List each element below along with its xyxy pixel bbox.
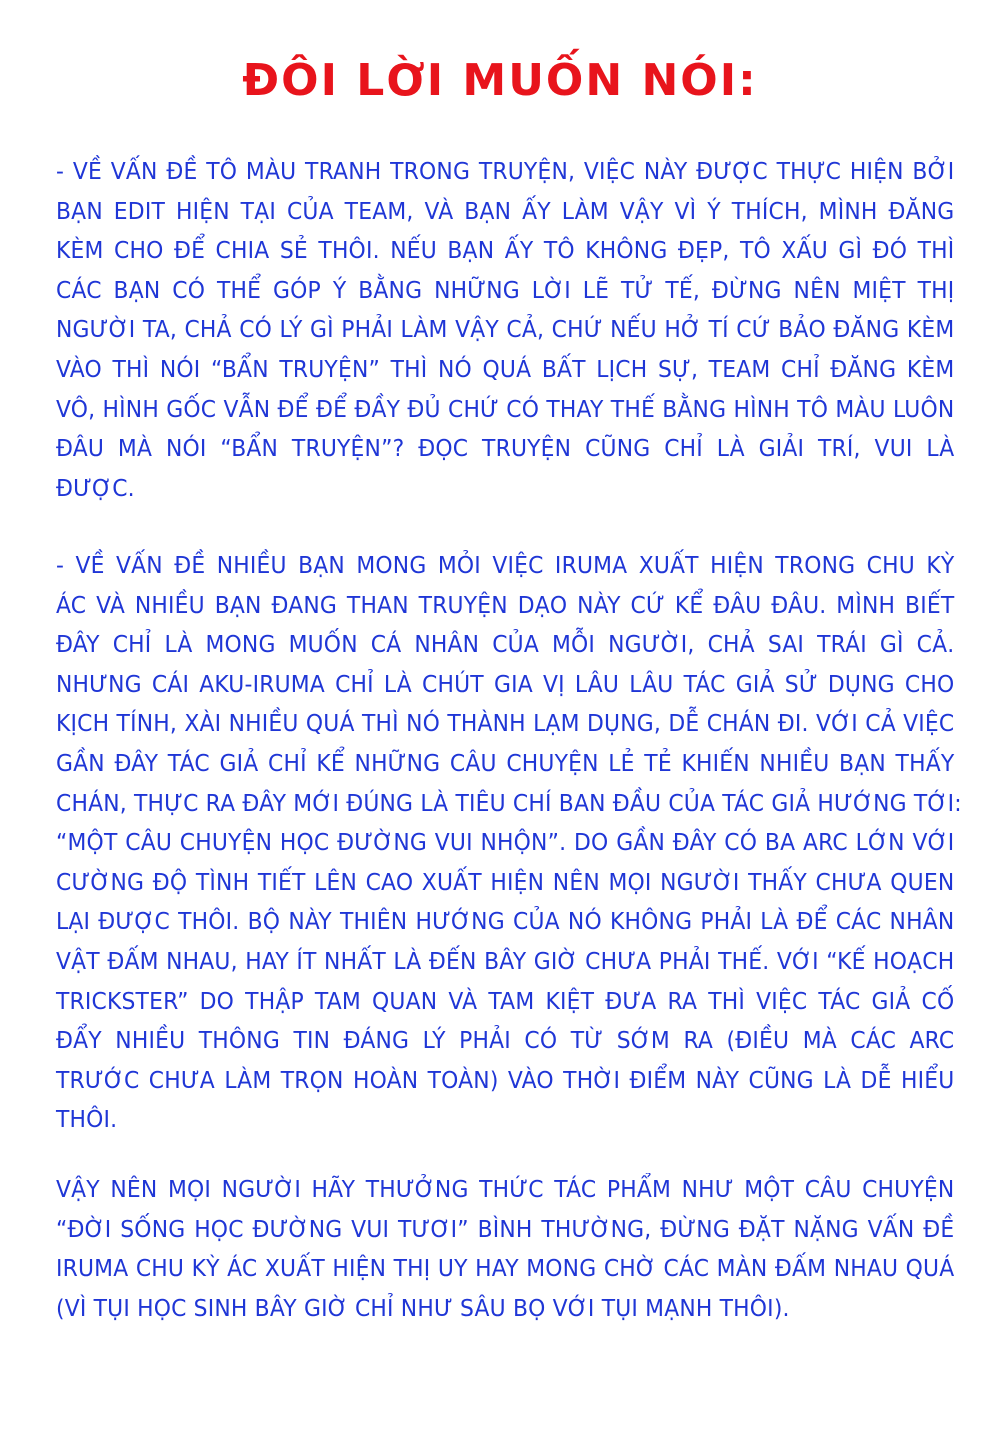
- text-line: “MỘT CÂU CHUYỆN HỌC ĐƯỜNG VUI NHỘN”. DO GẦN ĐÂY CÓ BA ARC LỚN VỚI: [56, 828, 955, 857]
- text-line: CÁC BẠN CÓ THỂ GÓP Ý BẰNG NHỮNG LỜI LẼ TỬ TẾ, ĐỪNG NÊN MIỆT THỊ: [56, 275, 955, 304]
- text-line: CHÁN, THỰC RA ĐÂY MỚI ĐÚNG LÀ TIÊU CHÍ BAN ĐẦU CỦA TÁC GIẢ HƯỚNG TỚI:: [56, 788, 962, 817]
- text-line: ĐÂU MÀ NÓI “BẨN TRUYỆN”? ĐỌC TRUYỆN CŨNG CHỈ LÀ GIẢI TRÍ, VUI LÀ: [56, 434, 955, 463]
- text-line: VẬY NÊN MỌI NGƯỜI HÃY THƯỞNG THỨC TÁC PHẨM NHƯ MỘT CÂU CHUYỆN: [56, 1175, 955, 1203]
- text-line: THÔI.: [56, 1105, 118, 1134]
- text-line: TRƯỚC CHƯA LÀM TRỌN HOÀN TOÀN) VÀO THỜI ĐIỂM NÀY CŨNG LÀ DỄ HIỂU: [56, 1065, 955, 1094]
- text-line: TRICKSTER” DO THẬP TAM QUAN VÀ TAM KIỆT ĐƯA RA THÌ VIỆC TÁC GIẢ CỐ: [56, 986, 955, 1015]
- text-line: (VÌ TỤI HỌC SINH BÂY GIỜ CHỈ NHƯ SÂU BỌ VỚI TỤI MẠNH THÔI).: [56, 1293, 790, 1322]
- text-line: LẠI ĐƯỢC THÔI. BỘ NÀY THIÊN HƯỚNG CỦA NÓ KHÔNG PHẢI LÀ ĐỂ CÁC NHÂN: [56, 907, 955, 936]
- text-line: NGƯỜI TA, CHẢ CÓ LÝ GÌ PHẢI LÀM VẬY CẢ, CHỨ NẾU HỞ TÍ CỨ BẢO ĐĂNG KÈM: [56, 315, 955, 344]
- text-line: - VỀ VẤN ĐỀ NHIỀU BẠN MONG MỎI VIỆC IRUMA XUẤT HIỆN TRONG CHU KỲ: [56, 551, 955, 579]
- text-line: - VỀ VẤN ĐỀ TÔ MÀU TRANH TRONG TRUYỆN, VIỆC NÀY ĐƯỢC THỰC HIỆN BỞI: [56, 157, 955, 185]
- text-line: IRUMA CHU KỲ ÁC XUẤT HIỆN THỊ UY HAY MONG CHỜ CÁC MÀN ĐẤM NHAU QUÁ: [56, 1254, 955, 1283]
- text-line: ĐẨY NHIỀU THÔNG TIN ĐÁNG LÝ PHẢI CÓ TỪ SỚM RA (ĐIỀU MÀ CÁC ARC: [56, 1026, 955, 1055]
- paragraph-iruma-note: [56, 546, 962, 1140]
- text-line: BẠN EDIT HIỆN TẠI CỦA TEAM, VÀ BẠN ẤY LÀM VẬY VÌ Ý THÍCH, MÌNH ĐĂNG: [56, 196, 955, 225]
- text-line: VẬT ĐẤM NHAU, HAY ÍT NHẤT LÀ ĐẾN BÂY GIỜ CHƯA PHẢI THẾ. VỚI “KẾ HOẠCH: [56, 946, 955, 975]
- text-line: KÈM CHO ĐỂ CHIA SẺ THÔI. NẾU BẠN ẤY TÔ KHÔNG ĐẸP, TÔ XẤU GÌ ĐÓ THÌ: [56, 236, 955, 265]
- text-line: ĐƯỢC.: [56, 473, 135, 502]
- text-line: VÀO THÌ NÓI “BẨN TRUYỆN” THÌ NÓ QUÁ BẤT LỊCH SỰ, TEAM CHỈ ĐĂNG KÈM: [56, 354, 955, 383]
- page-title: ĐÔI LỜI MUỐN NÓI:: [242, 55, 758, 106]
- paragraph-conclusion: [56, 1170, 954, 1328]
- text-line: VÔ, HÌNH GỐC VẪN ĐỂ ĐỂ ĐẦY ĐỦ CHỨ CÓ THAY THẾ BẰNG HÌNH TÔ MÀU LUÔN: [56, 394, 955, 423]
- text-line: KỊCH TÍNH, XÀI NHIỀU QUÁ THÌ NÓ THÀNH LẠM DỤNG, DỄ CHÁN ĐI. VỚI CẢ VIỆC: [56, 709, 955, 738]
- paragraph-coloring-note: [56, 152, 954, 508]
- text-line: ÁC VÀ NHIỀU BẠN ĐANG THAN TRUYỆN DẠO NÀY CỨ KỂ ĐÂU ĐÂU. MÌNH BIẾT: [56, 590, 955, 619]
- text-line: ĐÂY CHỈ LÀ MONG MUỐN CÁ NHÂN CỦA MỖI NGƯỜI, CHẢ SAI TRÁI GÌ CẢ.: [56, 630, 955, 659]
- text-line: NHƯNG CÁI AKU-IRUMA CHỈ LÀ CHÚT GIA VỊ LÂU LÂU TÁC GIẢ SỬ DỤNG CHO: [56, 669, 955, 698]
- text-line: “ĐỜI SỐNG HỌC ĐƯỜNG VUI TƯƠI” BÌNH THƯỜNG, ĐỪNG ĐẶT NẶNG VẤN ĐỀ: [56, 1214, 955, 1243]
- text-line: CƯỜNG ĐỘ TÌNH TIẾT LÊN CAO XUẤT HIỆN NÊN MỌI NGƯỜI THẤY CHƯA QUEN: [56, 867, 955, 896]
- text-line: GẦN ĐÂY TÁC GIẢ CHỈ KỂ NHỮNG CÂU CHUYỆN LẺ TẺ KHIẾN NHIỀU BẠN THẤY: [56, 748, 955, 777]
